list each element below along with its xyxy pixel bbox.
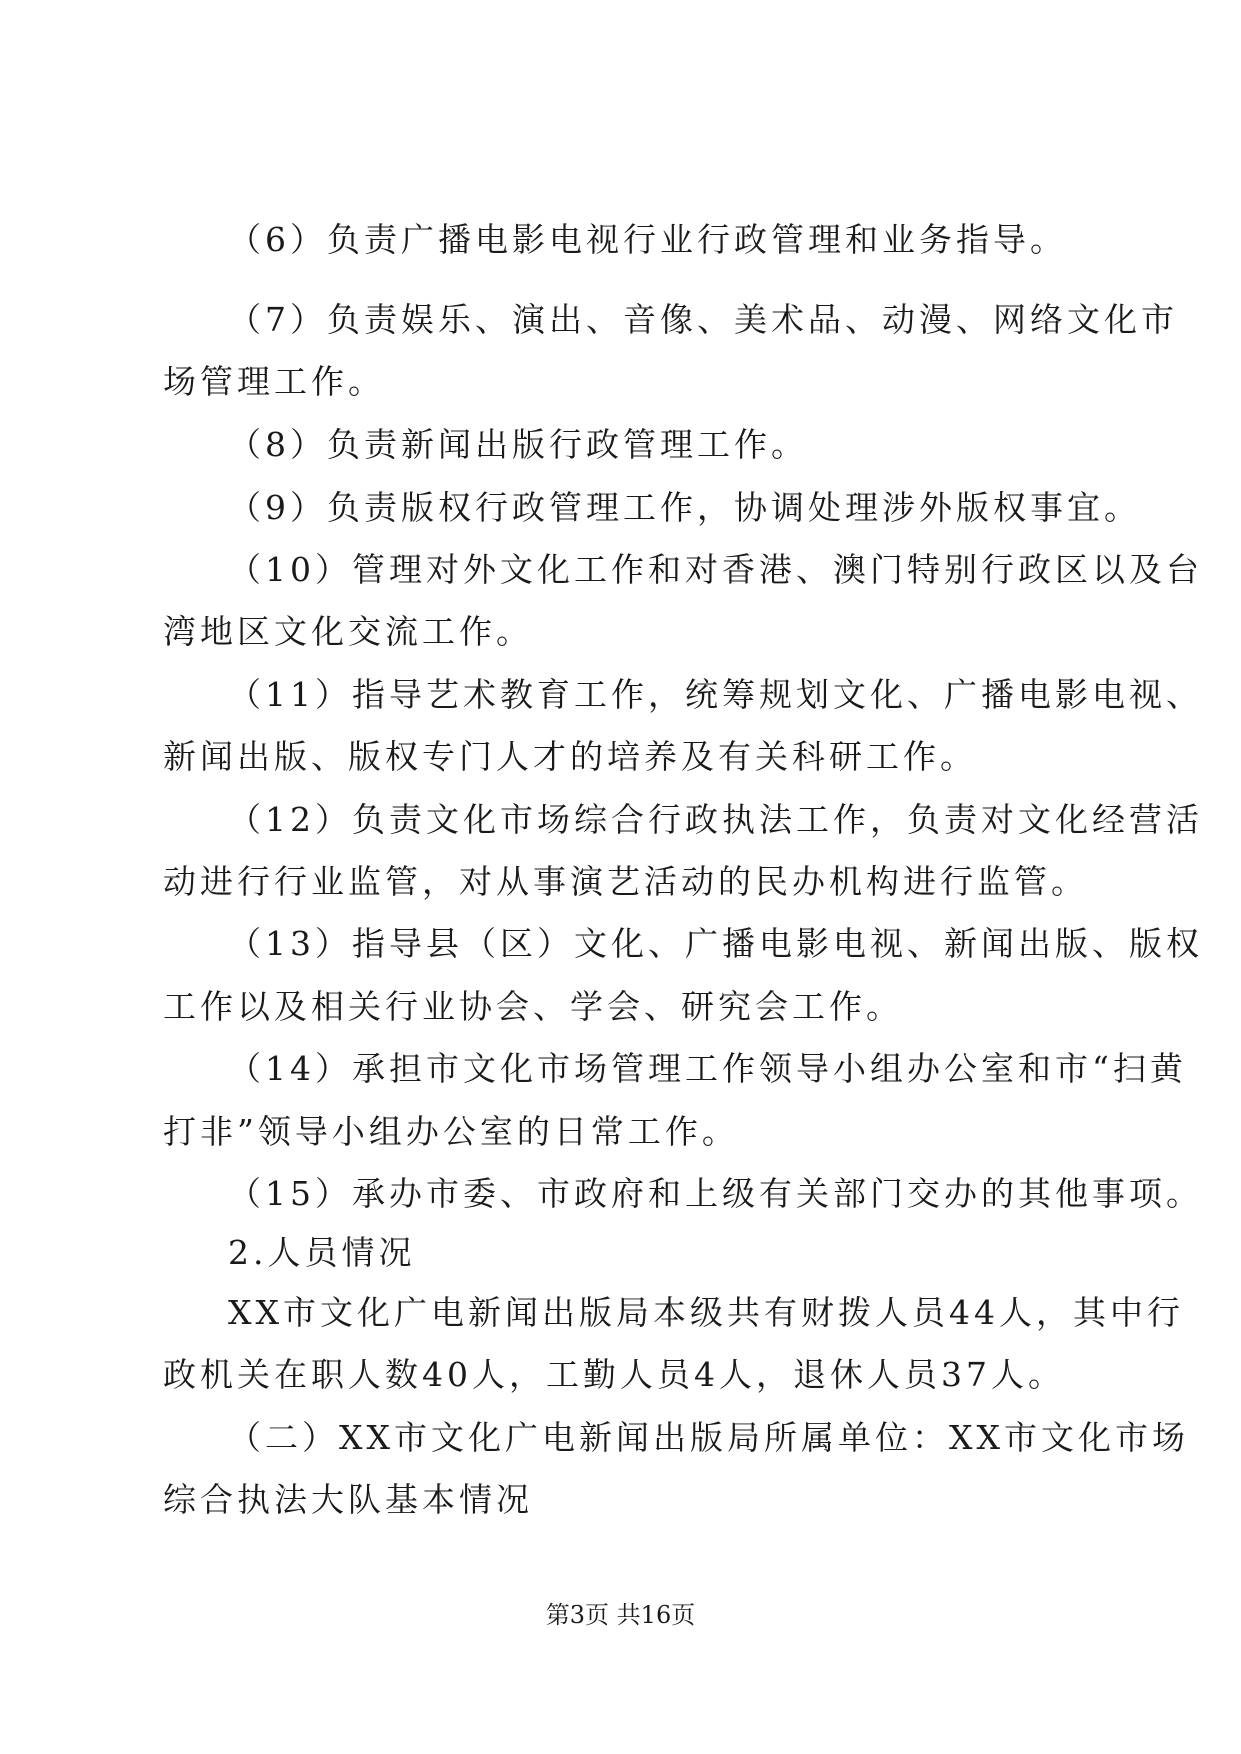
section-heading: 2.人员情况 [228,1233,416,1272]
paragraph-line: （7）负责娱乐、演出、音像、美术品、动漫、网络文化市 [228,300,1178,339]
paragraph-line: （二）XX市文化广电新闻出版局所属单位：XX市文化市场 [228,1418,1189,1457]
paragraph-line: 打非”领导小组办公室的日常工作。 [163,1112,739,1151]
paragraph-line: （13）指导县（区）文化、广播电影电视、新闻出版、版权 [228,924,1203,963]
paragraph-line: （14）承担市文化市场管理工作领导小组办公室和市“扫黄 [228,1049,1187,1088]
paragraph-line: 湾地区文化交流工作。 [163,612,533,651]
paragraph-line: （9）负责版权行政管理工作，协调处理涉外版权事宜。 [228,488,1141,527]
paragraph-line: （8）负责新闻出版行政管理工作。 [228,425,808,464]
paragraph-line: （12）负责文化市场综合行政执法工作，负责对文化经营活 [228,800,1203,839]
paragraph-line: 综合执法大队基本情况 [163,1480,533,1519]
paragraph-line: 新闻出版、版权专门人才的培养及有关科研工作。 [163,737,977,776]
paragraph-line: （15）承办市委、市政府和上级有关部门交办的其他事项。 [228,1174,1203,1213]
paragraph-line: （6）负责广播电影电视行业行政管理和业务指导。 [228,220,1067,259]
paragraph-line: 场管理工作。 [163,362,385,401]
paragraph-line: （11）指导艺术教育工作，统筹规划文化、广播电影电视、 [228,675,1203,714]
paragraph-line: XX市文化广电新闻出版局本级共有财拨人员44人，其中行 [228,1293,1184,1332]
paragraph-line: 政机关在职人数40人，工勤人员4人，退休人员37人。 [163,1355,1065,1394]
page-footer: 第3页 共16页 [545,1601,696,1629]
paragraph-line: （10）管理对外文化工作和对香港、澳门特别行政区以及台 [228,550,1203,589]
paragraph-line: 工作以及相关行业协会、学会、研究会工作。 [163,987,903,1026]
paragraph-line: 动进行行业监管，对从事演艺活动的民办机构进行监管。 [163,862,1088,901]
